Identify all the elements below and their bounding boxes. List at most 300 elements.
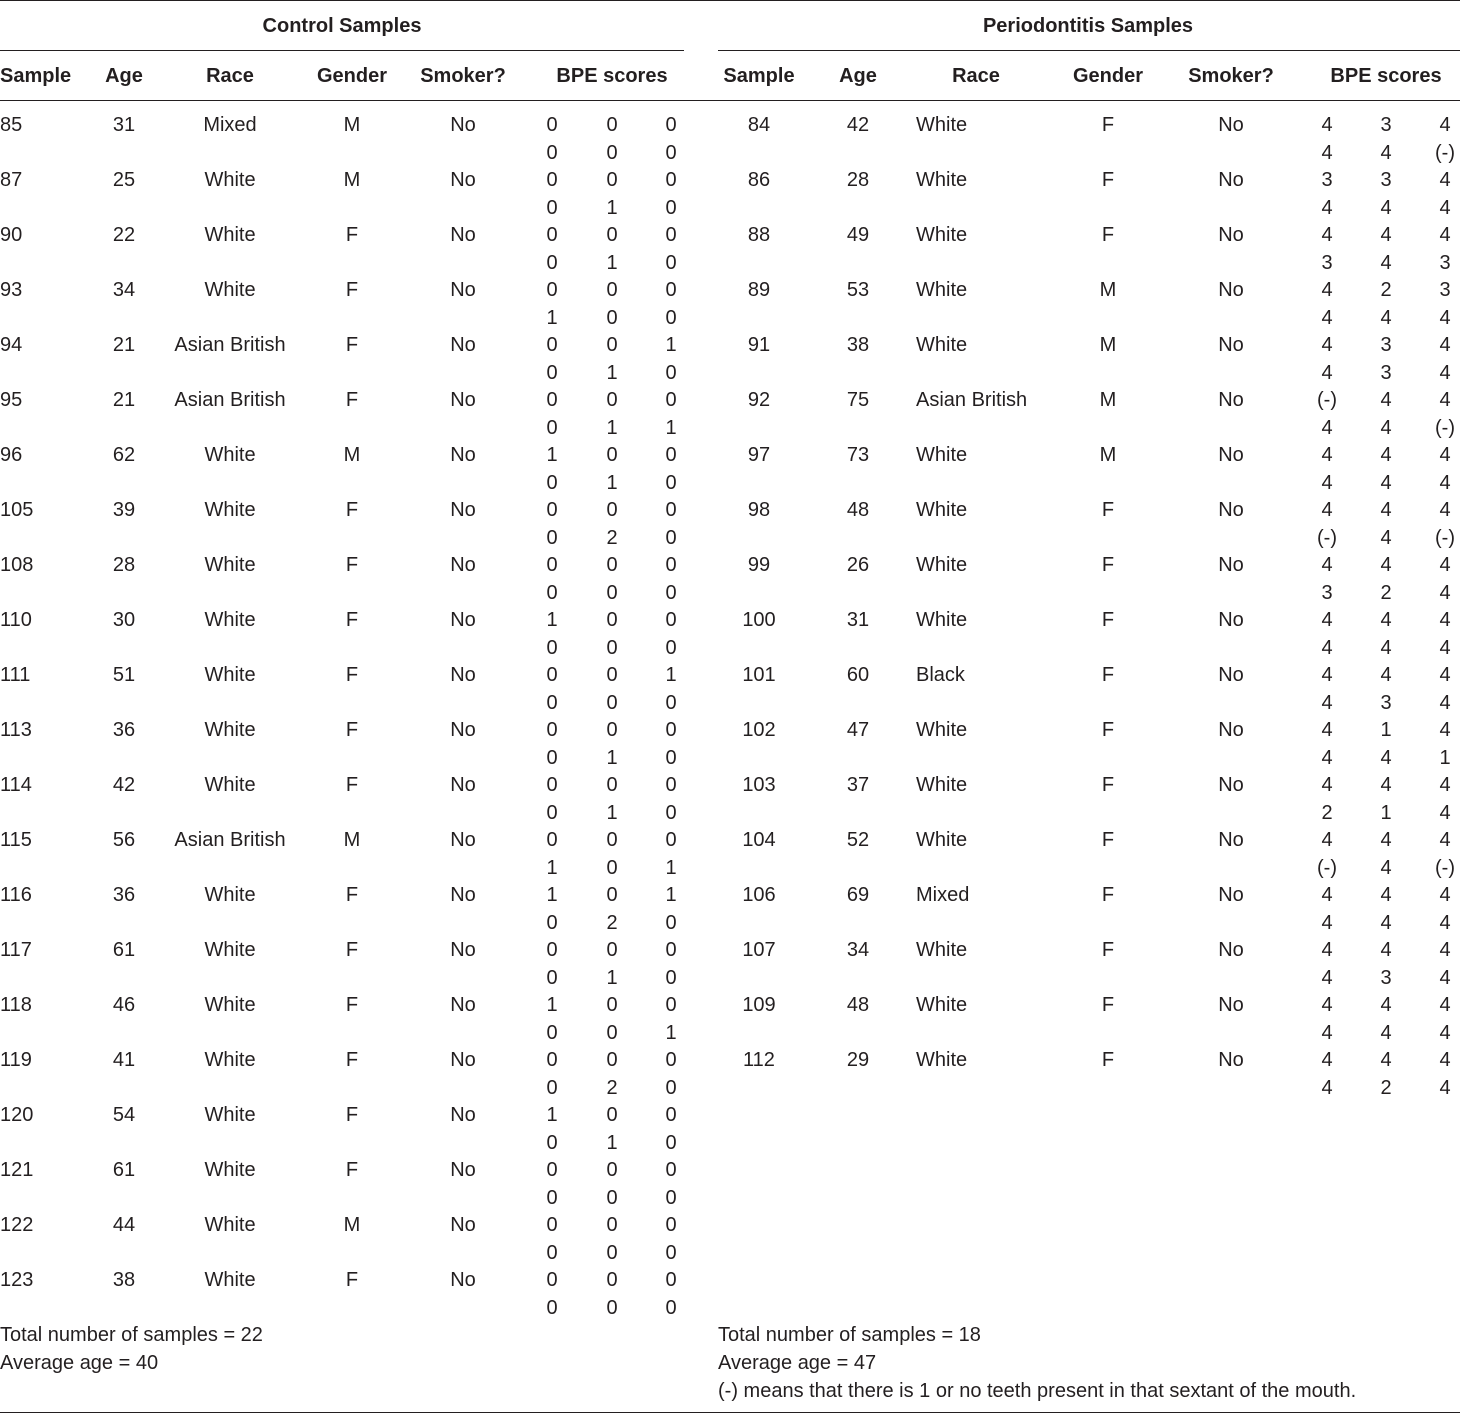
periodontitis-bpe-score: 4 [1321, 554, 1333, 576]
periodontitis-bpe-score: 4 [1321, 719, 1333, 741]
control-bpe-score: 0 [606, 1186, 618, 1209]
control-cell-sample: 94 [0, 334, 23, 356]
control-cell-gender: F [345, 1104, 359, 1126]
periodontitis-bpe-score: 4 [1321, 279, 1333, 301]
periodontitis-cell-gender: F [1101, 224, 1115, 246]
control-bpe-score: 0 [665, 1049, 677, 1071]
periodontitis-bpe-score: 4 [1439, 994, 1451, 1016]
control-bpe-score: 0 [606, 1214, 618, 1236]
control-footnote-1: Average age = 40 [0, 1352, 159, 1374]
periodontitis-cell-smoker: No [1218, 499, 1244, 521]
control-bpe-score: 0 [546, 966, 558, 989]
control-bpe-score: 0 [546, 664, 558, 686]
control-bpe-score: 0 [546, 1214, 558, 1236]
periodontitis-cell-smoker: No [1218, 774, 1244, 796]
control-bpe-score: 0 [606, 1104, 618, 1126]
periodontitis-bpe-score: 4 [1321, 361, 1333, 384]
control-cell-age: 44 [112, 1214, 136, 1236]
periodontitis-bpe-score: 4 [1380, 444, 1392, 466]
top-rule [0, 0, 1460, 1]
periodontitis-cell-gender: F [1101, 114, 1115, 136]
periodontitis-bpe-score: 4 [1439, 636, 1451, 659]
control-cell-smoker: No [450, 554, 476, 576]
control-cell-age: 38 [112, 1269, 136, 1291]
control-cell-gender: F [345, 279, 359, 301]
control-bpe-score: 0 [665, 196, 677, 219]
periodontitis-bpe-score: 4 [1321, 746, 1333, 769]
periodontitis-cell-smoker: No [1218, 664, 1244, 686]
periodontitis-cell-gender: F [1101, 1049, 1115, 1071]
control-cell-age: 25 [112, 169, 136, 191]
periodontitis-bpe-score: 4 [1380, 994, 1392, 1016]
periodontitis-bpe-score: 4 [1321, 416, 1333, 439]
periodontitis-cell-gender: F [1101, 664, 1115, 686]
periodontitis-bpe-score: (-) [1435, 526, 1455, 549]
periodontitis-bpe-score: 3 [1380, 334, 1392, 356]
control-bpe-score: 0 [665, 499, 677, 521]
periodontitis-cell-smoker: No [1218, 444, 1244, 466]
control-bpe-score: 0 [606, 114, 618, 136]
control-bpe-score: 0 [665, 1131, 677, 1154]
control-bpe-score: 0 [546, 1296, 558, 1319]
periodontitis-bpe-score: 3 [1439, 251, 1451, 274]
control-cell-age: 22 [112, 224, 136, 246]
control-bpe-score: 0 [606, 334, 618, 356]
periodontitis-bpe-score: 4 [1321, 884, 1333, 906]
control-bpe-score: 0 [665, 636, 677, 659]
periodontitis-cell-smoker: No [1218, 554, 1244, 576]
periodontitis-bpe-score: 4 [1321, 196, 1333, 219]
periodontitis-bpe-score: 4 [1439, 609, 1451, 631]
control-cell-smoker: No [450, 279, 476, 301]
periodontitis-bpe-score: 4 [1380, 526, 1392, 549]
periodontitis-cell-smoker: No [1218, 279, 1244, 301]
control-cell-sample: 110 [0, 609, 32, 631]
control-cell-age: 54 [112, 1104, 136, 1126]
periodontitis-cell-race: White [916, 224, 968, 246]
control-cell-race: White [204, 1104, 256, 1126]
periodontitis-header-2: Race [952, 65, 1000, 87]
periodontitis-header-3: Gender [1072, 65, 1144, 87]
periodontitis-bpe-score: 4 [1321, 691, 1333, 714]
control-bpe-score: 0 [546, 746, 558, 769]
control-bpe-score: 1 [606, 746, 618, 769]
periodontitis-cell-sample: 86 [747, 169, 771, 191]
control-bpe-score: 0 [665, 719, 677, 741]
periodontitis-header-0: Sample [723, 65, 795, 87]
periodontitis-cell-age: 29 [846, 1049, 870, 1071]
control-cell-sample: 105 [0, 499, 34, 521]
control-title: Control Samples [262, 15, 422, 37]
periodontitis-footnote-2: (-) means that there is 1 or no teeth present in that sextant of the mouth. [718, 1380, 1357, 1402]
control-bpe-score: 0 [665, 1269, 677, 1291]
control-bpe-score: 0 [546, 499, 558, 521]
periodontitis-cell-race: White [916, 1049, 968, 1071]
periodontitis-cell-age: 37 [846, 774, 870, 796]
control-bpe-score: 0 [546, 939, 558, 961]
periodontitis-bpe-score: 3 [1321, 251, 1333, 274]
control-bpe-score: 1 [546, 856, 558, 879]
periodontitis-bpe-score: (-) [1435, 141, 1455, 164]
control-bpe-score: 0 [546, 1131, 558, 1154]
control-cell-sample: 119 [0, 1049, 32, 1071]
control-cell-race: White [204, 224, 256, 246]
periodontitis-cell-gender: M [1099, 444, 1117, 466]
periodontitis-bpe-score: 4 [1380, 884, 1392, 906]
periodontitis-cell-sample: 91 [747, 334, 771, 356]
control-bpe-score: 0 [546, 361, 558, 384]
periodontitis-cell-gender: M [1099, 389, 1117, 411]
periodontitis-bpe-score: 4 [1380, 746, 1392, 769]
control-bpe-score: 0 [665, 966, 677, 989]
control-cell-race: Asian British [174, 389, 286, 411]
periodontitis-bpe-score: 4 [1380, 911, 1392, 934]
control-cell-sample: 123 [0, 1269, 34, 1291]
control-cell-race: White [204, 169, 256, 191]
periodontitis-cell-age: 38 [846, 334, 870, 356]
periodontitis-bpe-score: 4 [1321, 1049, 1333, 1071]
control-header-2: Race [206, 65, 254, 87]
control-bpe-score: 0 [665, 1076, 677, 1099]
control-bpe-score: 1 [665, 334, 677, 356]
control-bpe-score: 0 [665, 526, 677, 549]
periodontitis-bpe-score: 4 [1439, 719, 1451, 741]
periodontitis-cell-age: 48 [846, 499, 870, 521]
control-cell-smoker: No [450, 1214, 476, 1236]
periodontitis-cell-smoker: No [1218, 609, 1244, 631]
periodontitis-cell-sample: 103 [742, 774, 776, 796]
control-bpe-score: 0 [606, 169, 618, 191]
control-cell-gender: M [343, 169, 361, 191]
control-cell-smoker: No [450, 169, 476, 191]
control-cell-age: 56 [112, 829, 136, 851]
periodontitis-cell-age: 31 [846, 609, 870, 631]
periodontitis-bpe-score: 2 [1380, 1076, 1392, 1099]
periodontitis-bpe-score: 4 [1380, 664, 1392, 686]
control-bpe-score: 0 [546, 801, 558, 824]
periodontitis-cell-smoker: No [1218, 994, 1244, 1016]
control-cell-race: Mixed [203, 114, 257, 136]
control-bpe-score: 0 [665, 1241, 677, 1264]
control-title-rule [0, 50, 684, 51]
periodontitis-bpe-score: 4 [1439, 801, 1451, 824]
control-bpe-score: 0 [606, 554, 618, 576]
periodontitis-bpe-score: 4 [1439, 389, 1451, 411]
control-cell-gender: F [345, 1269, 359, 1291]
periodontitis-bpe-score: 4 [1321, 609, 1333, 631]
control-bpe-score: 0 [606, 1241, 618, 1264]
control-cell-sample: 114 [0, 774, 32, 796]
control-bpe-score: 0 [606, 1159, 618, 1181]
control-bpe-score: 0 [606, 279, 618, 301]
periodontitis-bpe-score: 4 [1380, 499, 1392, 521]
periodontitis-cell-smoker: No [1218, 114, 1244, 136]
control-bpe-score: 0 [665, 581, 677, 604]
periodontitis-bpe-score: 2 [1380, 279, 1392, 301]
periodontitis-bpe-score: 2 [1321, 801, 1333, 824]
control-cell-smoker: No [450, 774, 476, 796]
control-bpe-score: 0 [665, 554, 677, 576]
control-cell-gender: F [345, 719, 359, 741]
control-cell-smoker: No [450, 1269, 476, 1291]
periodontitis-bpe-score: 1 [1380, 719, 1392, 741]
control-cell-smoker: No [450, 1159, 476, 1181]
periodontitis-cell-smoker: No [1218, 169, 1244, 191]
control-bpe-score: 0 [546, 911, 558, 934]
periodontitis-cell-sample: 100 [742, 609, 776, 631]
periodontitis-cell-smoker: No [1218, 939, 1244, 961]
periodontitis-cell-smoker: No [1218, 829, 1244, 851]
control-cell-gender: F [345, 774, 359, 796]
periodontitis-cell-gender: F [1101, 884, 1115, 906]
periodontitis-bpe-score: 4 [1380, 389, 1392, 411]
periodontitis-cell-race: White [916, 829, 968, 851]
control-cell-smoker: No [450, 829, 476, 851]
control-cell-age: 21 [112, 389, 136, 411]
control-bpe-score: 0 [665, 801, 677, 824]
periodontitis-bpe-score: 4 [1321, 966, 1333, 989]
periodontitis-bpe-score: 4 [1321, 994, 1333, 1016]
periodontitis-cell-age: 69 [846, 884, 870, 906]
control-bpe-score: 0 [546, 141, 558, 164]
periodontitis-cell-sample: 98 [747, 499, 771, 521]
periodontitis-bpe-score: 4 [1321, 829, 1333, 851]
periodontitis-cell-race: White [916, 994, 968, 1016]
control-cell-race: White [204, 1049, 256, 1071]
periodontitis-bpe-score: 2 [1380, 581, 1392, 604]
control-cell-age: 46 [112, 994, 136, 1016]
control-bpe-score: 1 [546, 884, 558, 906]
control-cell-sample: 115 [0, 829, 32, 851]
periodontitis-bpe-score: 4 [1439, 554, 1451, 576]
control-bpe-score: 0 [665, 994, 677, 1016]
control-bpe-score: 0 [606, 1296, 618, 1319]
control-cell-gender: F [345, 994, 359, 1016]
control-cell-race: Asian British [174, 334, 286, 356]
periodontitis-footnote-0: Total number of samples = 18 [718, 1324, 981, 1346]
periodontitis-bpe-score: 4 [1321, 306, 1333, 329]
control-bpe-score: 0 [665, 1296, 677, 1319]
periodontitis-bpe-score: 1 [1439, 746, 1451, 769]
periodontitis-bpe-score: 4 [1321, 114, 1333, 136]
control-cell-sample: 122 [0, 1214, 34, 1236]
control-bpe-score: 0 [546, 1241, 558, 1264]
periodontitis-bpe-score: 3 [1439, 279, 1451, 301]
periodontitis-bpe-score: 4 [1321, 664, 1333, 686]
control-cell-race: White [204, 499, 256, 521]
control-cell-age: 51 [112, 664, 136, 686]
control-bpe-score: 1 [606, 471, 618, 494]
periodontitis-bpe-score: 4 [1439, 966, 1451, 989]
control-bpe-score: 0 [665, 471, 677, 494]
periodontitis-bpe-score: 4 [1439, 306, 1451, 329]
control-bpe-score: 0 [546, 829, 558, 851]
periodontitis-bpe-score: 4 [1380, 856, 1392, 879]
periodontitis-bpe-score: 4 [1439, 911, 1451, 934]
control-bpe-score: 2 [606, 911, 618, 934]
periodontitis-bpe-score: 4 [1380, 196, 1392, 219]
control-cell-smoker: No [450, 114, 476, 136]
periodontitis-bpe-score: 3 [1380, 691, 1392, 714]
periodontitis-bpe-score: 4 [1439, 114, 1451, 136]
control-bpe-score: 1 [606, 966, 618, 989]
control-cell-race: White [204, 444, 256, 466]
control-bpe-score: 0 [665, 939, 677, 961]
control-cell-smoker: No [450, 719, 476, 741]
control-cell-sample: 85 [0, 114, 23, 136]
periodontitis-bpe-score: 4 [1380, 554, 1392, 576]
periodontitis-bpe-score: 3 [1380, 361, 1392, 384]
control-header-5: BPE scores [556, 65, 668, 87]
periodontitis-bpe-score: 4 [1439, 196, 1451, 219]
control-cell-age: 42 [112, 774, 136, 796]
control-cell-smoker: No [450, 499, 476, 521]
periodontitis-header-5: BPE scores [1330, 65, 1442, 87]
periodontitis-cell-sample: 89 [747, 279, 771, 301]
periodontitis-cell-race: White [916, 719, 968, 741]
control-cell-age: 30 [112, 609, 136, 631]
periodontitis-title-rule [718, 50, 1460, 51]
periodontitis-bpe-score: 4 [1439, 581, 1451, 604]
periodontitis-cell-age: 53 [846, 279, 870, 301]
periodontitis-cell-smoker: No [1218, 334, 1244, 356]
control-cell-age: 34 [112, 279, 136, 301]
periodontitis-cell-age: 34 [846, 939, 870, 961]
periodontitis-cell-age: 75 [846, 389, 870, 411]
control-cell-race: White [204, 884, 256, 906]
periodontitis-cell-age: 52 [846, 829, 870, 851]
periodontitis-bpe-score: 4 [1380, 774, 1392, 796]
control-bpe-score: 1 [606, 361, 618, 384]
control-cell-sample: 111 [0, 664, 31, 686]
control-cell-race: White [204, 1159, 256, 1181]
control-cell-smoker: No [450, 1104, 476, 1126]
control-bpe-score: 0 [665, 361, 677, 384]
control-bpe-score: 0 [606, 581, 618, 604]
periodontitis-bpe-score: 4 [1321, 1021, 1333, 1044]
periodontitis-cell-race: White [916, 774, 968, 796]
control-bpe-score: 1 [665, 664, 677, 686]
control-cell-sample: 108 [0, 554, 34, 576]
periodontitis-cell-sample: 97 [747, 444, 771, 466]
periodontitis-bpe-score: 4 [1439, 169, 1451, 191]
periodontitis-bpe-score: 4 [1380, 609, 1392, 631]
control-bpe-score: 0 [546, 389, 558, 411]
periodontitis-cell-sample: 112 [743, 1049, 775, 1071]
control-bpe-score: 0 [546, 691, 558, 714]
periodontitis-bpe-score: 3 [1380, 114, 1392, 136]
periodontitis-header-4: Smoker? [1188, 65, 1274, 87]
periodontitis-cell-gender: F [1101, 719, 1115, 741]
control-cell-gender: F [345, 664, 359, 686]
control-cell-race: White [204, 664, 256, 686]
control-cell-gender: F [345, 1159, 359, 1181]
control-bpe-score: 1 [606, 416, 618, 439]
periodontitis-cell-gender: F [1101, 774, 1115, 796]
control-cell-sample: 93 [0, 279, 23, 301]
control-cell-age: 36 [112, 719, 136, 741]
periodontitis-cell-race: White [916, 279, 968, 301]
control-bpe-score: 0 [606, 939, 618, 961]
control-cell-gender: F [345, 884, 359, 906]
periodontitis-header-1: Age [839, 65, 877, 87]
control-bpe-score: 0 [606, 1269, 618, 1291]
periodontitis-bpe-score: (-) [1317, 526, 1337, 549]
control-cell-smoker: No [450, 664, 476, 686]
periodontitis-cell-race: White [916, 554, 968, 576]
periodontitis-bpe-score: 3 [1380, 966, 1392, 989]
control-bpe-score: 0 [546, 554, 558, 576]
control-cell-sample: 120 [0, 1104, 34, 1126]
control-cell-sample: 113 [0, 719, 32, 741]
control-cell-age: 21 [112, 334, 136, 356]
periodontitis-cell-gender: F [1101, 939, 1115, 961]
control-cell-gender: F [345, 334, 359, 356]
periodontitis-bpe-score: 4 [1439, 1049, 1451, 1071]
periodontitis-cell-age: 47 [846, 719, 870, 741]
control-header-3: Gender [316, 65, 388, 87]
control-bpe-score: 0 [665, 444, 677, 466]
control-bpe-score: 0 [665, 114, 677, 136]
control-cell-smoker: No [450, 939, 476, 961]
control-header-4: Smoker? [420, 65, 506, 87]
periodontitis-cell-sample: 99 [747, 554, 771, 576]
control-cell-race: White [204, 609, 256, 631]
periodontitis-cell-race: White [916, 939, 968, 961]
periodontitis-bpe-score: 4 [1380, 829, 1392, 851]
control-cell-gender: F [345, 939, 359, 961]
control-bpe-score: 0 [546, 1049, 558, 1071]
periodontitis-bpe-score: 4 [1439, 884, 1451, 906]
periodontitis-bpe-score: 4 [1439, 224, 1451, 246]
periodontitis-cell-gender: F [1101, 829, 1115, 851]
periodontitis-bpe-score: 3 [1321, 581, 1333, 604]
control-cell-age: 41 [112, 1049, 136, 1071]
periodontitis-cell-race: White [916, 609, 968, 631]
periodontitis-cell-sample: 109 [742, 994, 776, 1016]
control-cell-smoker: No [450, 1049, 476, 1071]
periodontitis-bpe-score: (-) [1435, 416, 1455, 439]
control-bpe-score: 0 [665, 911, 677, 934]
control-bpe-score: 0 [665, 389, 677, 411]
control-bpe-score: 0 [606, 774, 618, 796]
periodontitis-bpe-score: 4 [1380, 471, 1392, 494]
periodontitis-cell-age: 73 [846, 444, 870, 466]
control-bpe-score: 0 [665, 1186, 677, 1209]
control-cell-race: White [204, 994, 256, 1016]
header-rule [0, 100, 1460, 101]
control-cell-race: White [204, 939, 256, 961]
periodontitis-bpe-score: 4 [1321, 774, 1333, 796]
periodontitis-bpe-score: 4 [1439, 361, 1451, 384]
periodontitis-cell-gender: F [1101, 609, 1115, 631]
control-bpe-score: 0 [546, 1186, 558, 1209]
control-bpe-score: 0 [546, 334, 558, 356]
control-cell-smoker: No [450, 994, 476, 1016]
periodontitis-cell-sample: 84 [747, 114, 771, 136]
control-bpe-score: 1 [606, 251, 618, 274]
control-cell-gender: M [343, 114, 361, 136]
periodontitis-bpe-score: (-) [1435, 856, 1455, 879]
periodontitis-cell-age: 28 [846, 169, 870, 191]
periodontitis-cell-sample: 106 [742, 884, 776, 906]
control-cell-sample: 87 [0, 169, 23, 191]
periodontitis-bpe-score: 4 [1321, 141, 1333, 164]
control-footnote-0: Total number of samples = 22 [0, 1324, 263, 1346]
periodontitis-bpe-score: 4 [1321, 334, 1333, 356]
control-bpe-score: 0 [546, 581, 558, 604]
control-bpe-score: 0 [546, 114, 558, 136]
